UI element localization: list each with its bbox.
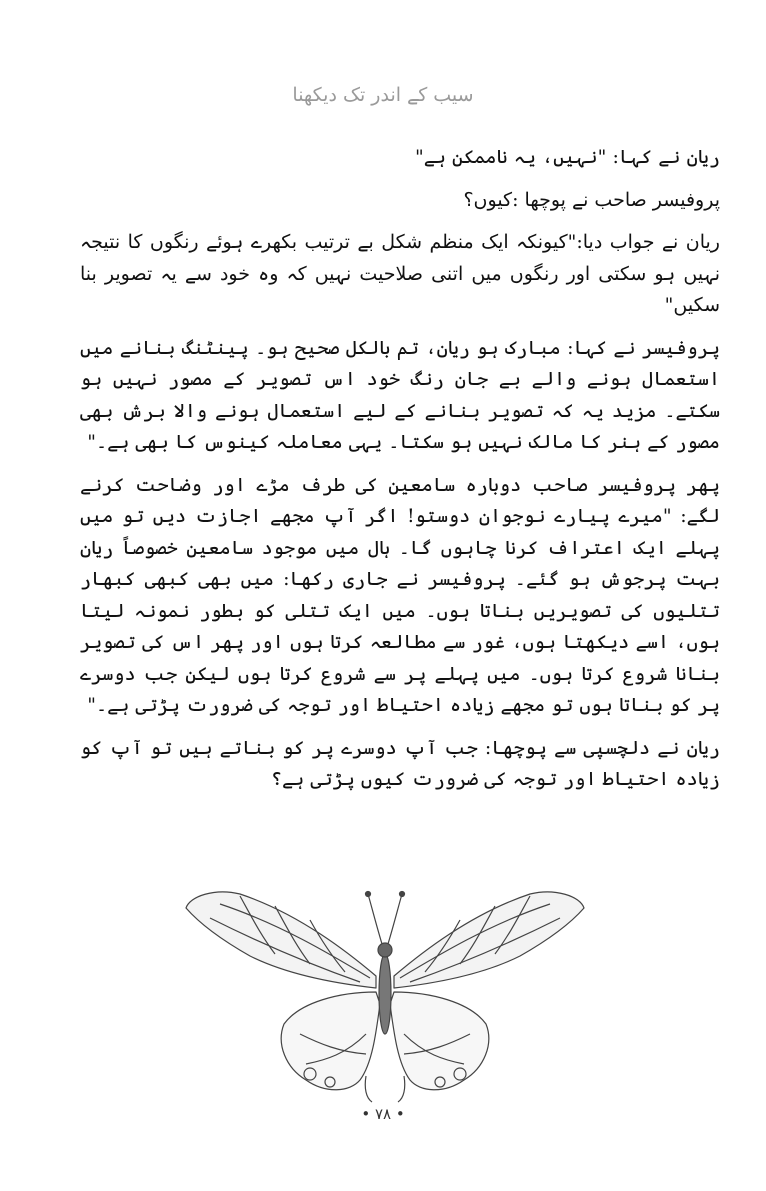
running-header: سیب کے اندر تک دیکھنا [292, 84, 474, 106]
paragraph-5: پھر پروفیسر صاحب دوبارہ سامعین کی طرف مڑے اور وضاحت کرنے لگے: "میرے پیارے نوجوان دوستو! اگر آپ مجھے اجازت دیں تو میں پہلے ایک اعتراف کرنا چاہوں گا۔ ہال میں موجود سامعین خصوصاً ریان بہت پرجوش ہو گئے۔ پروفیسر نے جاری رکھا: میں بھی کبھی کبھار تتلیوں کی تصویریں بناتا ہوں۔ میں ایک تتلی کو بطور نمونہ لیتا ہوں، اسے دیکھتا ہوں، غور سے مطالعہ کرتا ہوں اور پھر اس کی تصویر بنانا شروع کرتا ہوں۔ میں پہلے پر سے شروع کرتا ہوں لیکن جب دوسرے پر کو بناتا ہوں تو مجھے زیادہ احتیاط اور توجہ کی ضرورت پڑتی ہے۔" [80, 473, 721, 716]
paragraph-1: ریان نے کہا: "نہیں، یہ ناممکن ہے" [414, 146, 720, 168]
paragraph-4: پروفیسر نے کہا: مبارک ہو ریان، تم بالکل صحیح ہو۔ پینٹنگ بنانے میں استعمال ہونے والے بے جان رنگ خود اس تصویر کے مصور نہیں ہو سکتے۔ مزید یہ کہ تصویر بنانے کے لیے استعمال ہونے والا برش بھی مصور کے ہنر کا مالک نہیں ہو سکتا۔ یہی معاملہ کینوس کا بھی ہے۔" [80, 336, 720, 453]
body-text [80, 142, 720, 807]
paragraph-6: ریان نے دلچسپی سے پوچھا: جب آپ دوسرے پر کو بناتے ہیں تو آپ کو زیادہ احتیاط اور توجہ کی ضرورت کیوں پڑتی ہے؟ [80, 736, 720, 790]
paragraph-3: ریان نے جواب دیا:"کیونکہ ایک منظم شکل بے ترتیب بکھرے ہوئے رنگوں کا نتیجہ نہیں ہو سکتی اور رنگوں میں اتنی صلاحیت نہیں کہ وہ خود سے یہ تصویر بنا سکیں" [80, 231, 720, 316]
butterfly-illustration [180, 884, 590, 1104]
paragraph-2: پروفیسر صاحب نے پوچھا :کیوں؟ [463, 188, 720, 211]
page-number: • ۷۸ • [361, 1105, 405, 1123]
